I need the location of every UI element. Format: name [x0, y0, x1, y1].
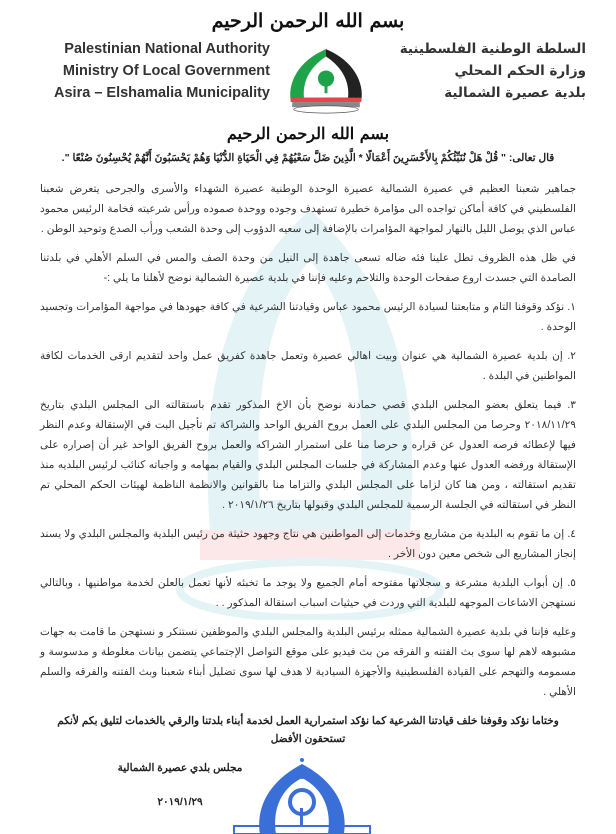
- document-date: ٢٠١٩/١/٢٩: [157, 796, 203, 808]
- arabic-line-municipality: بلدية عصيرة الشمالية: [444, 85, 586, 101]
- english-line-authority: Palestinian National Authority: [64, 41, 270, 57]
- list-item-1: ١. نؤكد وقوفنا التام و متابعتنا لسيادة الرئيس محمود عباس وقيادتنا الشرعية في كافة جهودها في مواجهة المؤامرات وتجسيد الوحدة .: [40, 301, 576, 333]
- english-line-municipality: Asira – Elshamalia Municipality: [54, 85, 270, 101]
- arabic-line-authority: السلطة الوطنية الفلسطينية: [399, 41, 586, 57]
- official-stamp: [232, 756, 372, 834]
- signatory: مجلس بلدي عصيرة الشمالية: [117, 762, 243, 774]
- paragraph-intro: جماهير شعبنا العظيم في عصيرة الشمالية عصيرة الوحدة الوطنية عصيرة الشهداء والأسرى والجرحى يتعرض شعبنا الفلسطيني في كافة أماكن تواجده الى مؤامرة خطيرة تستهدف وجوده ووحدة صموده ورأس شرعيته فخامة الرئيس محمود عباس الذي يوصل الليل بالنهار لمواجهة المؤامرات بالإضافة إلى سعيه الدؤوب إلى وحدة الشعب ورأب الصدع وتوحيد الوطن .: [40, 183, 576, 235]
- basmala-body: بسم الله الرحمن الرحيم: [226, 124, 390, 143]
- quran-quote: قال تعالى: " قُلْ هَلْ نُنَبِّئُكُمْ بِالأَخْسَرِينَ أَعْمَالًا * الَّذِينَ ضَلَّ سَعْيُهُمْ فِي الْحَيَاةِ الدُّنْيَا وَهُمْ يَحْسَبُونَ أَنَّهُمْ يُحْسِنُونَ صُنْعًا ".: [61, 152, 555, 164]
- letter-body: [0, 124, 616, 834]
- signature-block: [40, 754, 576, 834]
- letterhead: [0, 0, 616, 120]
- paragraph-context: في ظل هذه الظروف تطل علينا فئه ضاله تسعى جاهدة إلى النيل من وحدة الصف والمس في السلم الأهلي في بلدتنا الصامدة التي جسدت اروع صفحات الوحدة والتلاحم وعليه فإننا في بلدية عصيرة الشمالية نوضح لأهلنا ما يلي :-: [40, 252, 576, 284]
- list-item-5: ٥. إن أبواب البلدية مشرعة و سجلاتها مفتوحه أمام الجميع ولا يوجد ما تخبئه لأنها تعمل بالعلن لخدمة مواطنيها ، وبالتالي نستهجن الاشاعات الموجهه للبلدية التي وردت في حيثيات اسباب استقالة المذكور . .: [40, 577, 576, 609]
- municipality-logo: [276, 40, 376, 120]
- arabic-letterhead: [386, 38, 586, 104]
- basmala-header: بسم الله الرحمن الرحيم: [211, 10, 405, 32]
- list-item-3: ٣. فيما يتعلق بعضو المجلس البلدي قصي حمادنة نوضح بأن الاخ المذكور تقدم باستقالته الى المجلس البلدي بتاريخ ٢٠١٨/١١/٢٩ وحرصا من المجلس البلدي على العمل بروح الفريق الواحد والشراكة تم تأجيل البت في الإستقالة وعدم النظر فيها لإعطائه فرصه العدول عن قراره و حرصا منا على استمرار الشراكه والعمل بروح الفريق الواحد غير أن إصراره على الإستقالة ورفضه العدول عنها وعدم المشاركة في جلسات المجلس البلدي والقيام بمهامه و واجباته كنائب لرئيس البلديه منذ تقديم استقالته ، ومن هنا كان لزاما على المجلس البلدي والتزاما منا بالقوانين والانظمة الناظمة لهيئات الحكم المحلي تم النظر في استقالته في الجلسة الرسمية للمجلس البلدي وقبولها بتاريخ ٢٠١٩/١/٢٦ .: [40, 399, 576, 511]
- arabic-line-ministry: وزارة الحكم المحلي: [454, 63, 586, 79]
- list-item-2: ٢. إن بلدية عصيرة الشمالية هي عنوان وبيت اهالي عصيرة وتعمل جاهدة كفريق عمل واحد لتقديم ارقى الخدمات لكافة المواطنين في البلدة .: [40, 350, 576, 382]
- closing-statement: وختاما نؤكد وقوفنا خلف قيادتنا الشرعية كما نؤكد استمرارية العمل لخدمة أبناء بلدتنا والرقي بالخدمات لتليق بكم لأنكم تستحقون الأفضل: [57, 715, 559, 745]
- list-item-4: ٤. إن ما تقوم به البلدية من مشاريع وخدمات إلى المواطنين هي نتاج وجهود حثيثة من رئيس البلدية والمجلس البلدي ولا يسند إنجاز المشاريع الى شخص معين دون الأخر .: [40, 528, 576, 560]
- english-line-ministry: Ministry Of Local Government: [62, 63, 270, 79]
- english-letterhead: [30, 38, 270, 104]
- paragraph-condemnation: وعليه فإننا في بلدية عصيرة الشمالية ممثله برئيس البلدية والمجلس البلدي والموظفين نستنكر و نستهجن ما قامت به جهات مشبوهه لاهم لها سوى بث الفتنه و الفرقه من بث فيديو على موقع التواصل الإجتماعي يتضمن بيانات مغلوطة و مدسوسة و مسمومه والتهجم على القيادة الفلسطينية والأجهزة السيادية لا هدف لها سوى تضليل أبناء شعبنا وبث الفتنه والفرقه والسلم الأهلي .: [40, 626, 576, 698]
